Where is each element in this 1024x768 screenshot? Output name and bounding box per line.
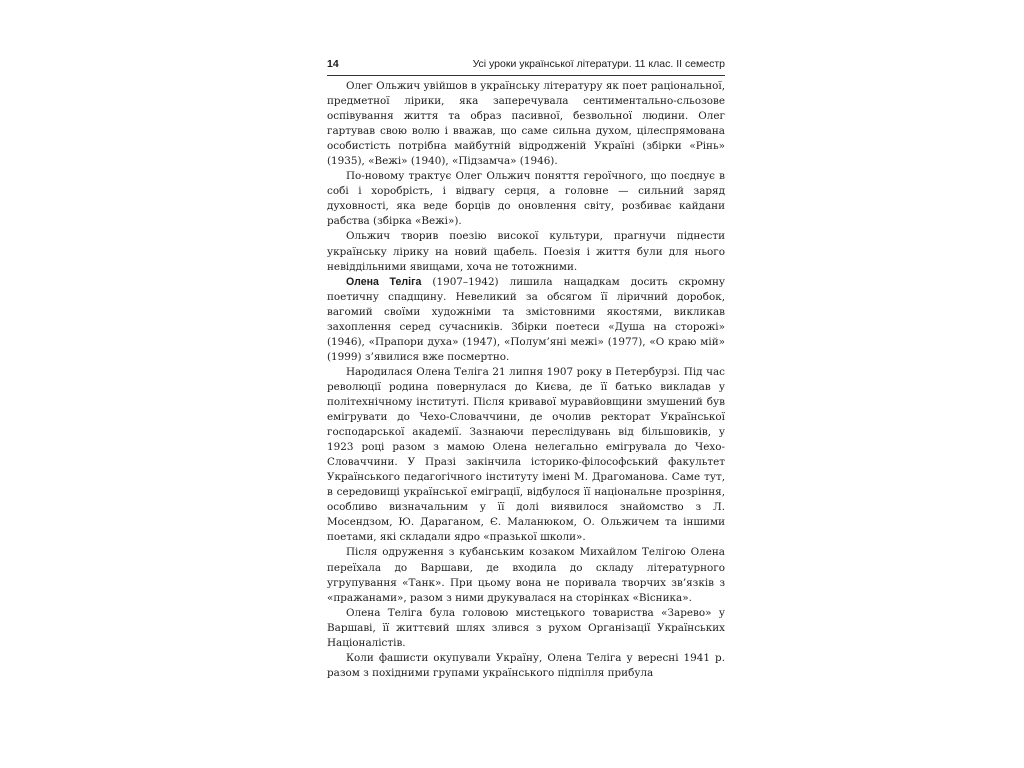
- paragraph: [327, 275, 725, 365]
- running-title: Усі уроки української літератури. 11 клас. ІІ семестр: [472, 58, 725, 70]
- paragraph: [327, 229, 725, 274]
- page-body: [327, 79, 725, 681]
- paragraph: [327, 651, 725, 681]
- book-page: [327, 56, 725, 756]
- paragraph: [327, 169, 725, 229]
- paragraph-text: Олена Теліга була головою мистецького товариства «Зарево» у Варшаві, її життєвий шлях злився з рухом Організації Українських Націоналістів.: [327, 606, 725, 649]
- paragraph-text: Після одруження з кубанським козаком Михайлом Телігою Олена переїхала до Варшави, де входила до складу літературного угрупування «Танк». При цьому вона не поривала творчих зв’язків з «пражанами», разом з ними друкувалася на сторінках «Вісника».: [327, 546, 725, 604]
- paragraph: [327, 545, 725, 605]
- paragraph-text: Коли фашисти окупували Україну, Олена Теліга у вересні 1941 р. разом з похідними групами українського підпілля прибула: [327, 651, 725, 679]
- header-rule: [327, 75, 725, 76]
- page-number: 14: [327, 58, 339, 70]
- paragraph: [327, 79, 725, 169]
- paragraph-text: Народилася Олена Теліга 21 липня 1907 року в Петербурзі. Під час революції родина повернулася до Києва, де її батько викладав у політехнічному інституті. Після кривавої муравйовщини змушений був емігрувати до Чехо-Словаччини, де очолив ректорат Української господарської академії. Зазнаючи переслідувань від більшовиків, у 1923 році разом з мамою Олена нелегально емігрувала до Чехо-Словаччини. У Празі закінчила історико-філософський факультет Українського педагогічного інституту імені М. Драгоманова. Саме тут, в середовищі української еміграції, відбулося її національне прозріння, особливо визначальним у її долі виявилося знайомство з Л. Мосендзом, Ю. Дараганом, Є. Маланюком, О. Ольжичем та іншими поетами, які складали ядро «празької школи».: [327, 365, 725, 544]
- author-name: Олена Теліга: [346, 275, 422, 288]
- page-header: [327, 56, 725, 72]
- paragraph-text: По-новому трактує Олег Ольжич поняття героїчного, що поєднує в собі і хоробрість, і відвагу серця, а головне — сильний заряд духовності, яка веде борців до оновлення світу, розбиває кайдани рабства (збірка «Вежі»).: [327, 170, 725, 228]
- paragraph-text: Ольжич творив поезію високої культури, прагнучи піднести українську лірику на новий щабель. Поезія і життя були для нього невіддільними явищами, хоча не тотожними.: [327, 230, 725, 273]
- paragraph: [327, 365, 725, 546]
- paragraph: [327, 606, 725, 651]
- paragraph-text: Олег Ольжич увійшов в українську літературу як поет раціональної, предметної лірики, яка заперечувала сентиментально-сльозове оспівування життя та образ пасивної, безвольної людини. Олег гартував свою волю і вважав, що саме сильна духом, цілеспрямована особистість потрібна майбутній відродженій Україні (збірки «Рінь» (1935), «Вежі» (1940), «Підзамча» (1946).: [327, 80, 725, 168]
- paragraph-text: (1907–1942) лишила нащадкам досить скромну поетичну спадщину. Невеликий за обсягом її ліричний доробок, вагомий своїми художніми та змістовними якостями, викликав захоплення серед сучасників. Збірки поетеси «Душа на сторожі» (1946), «Прапори духа» (1947), «Полум’яні межі» (1977), «О краю мій» (1999) з’явилися вже посмертно.: [327, 275, 725, 363]
